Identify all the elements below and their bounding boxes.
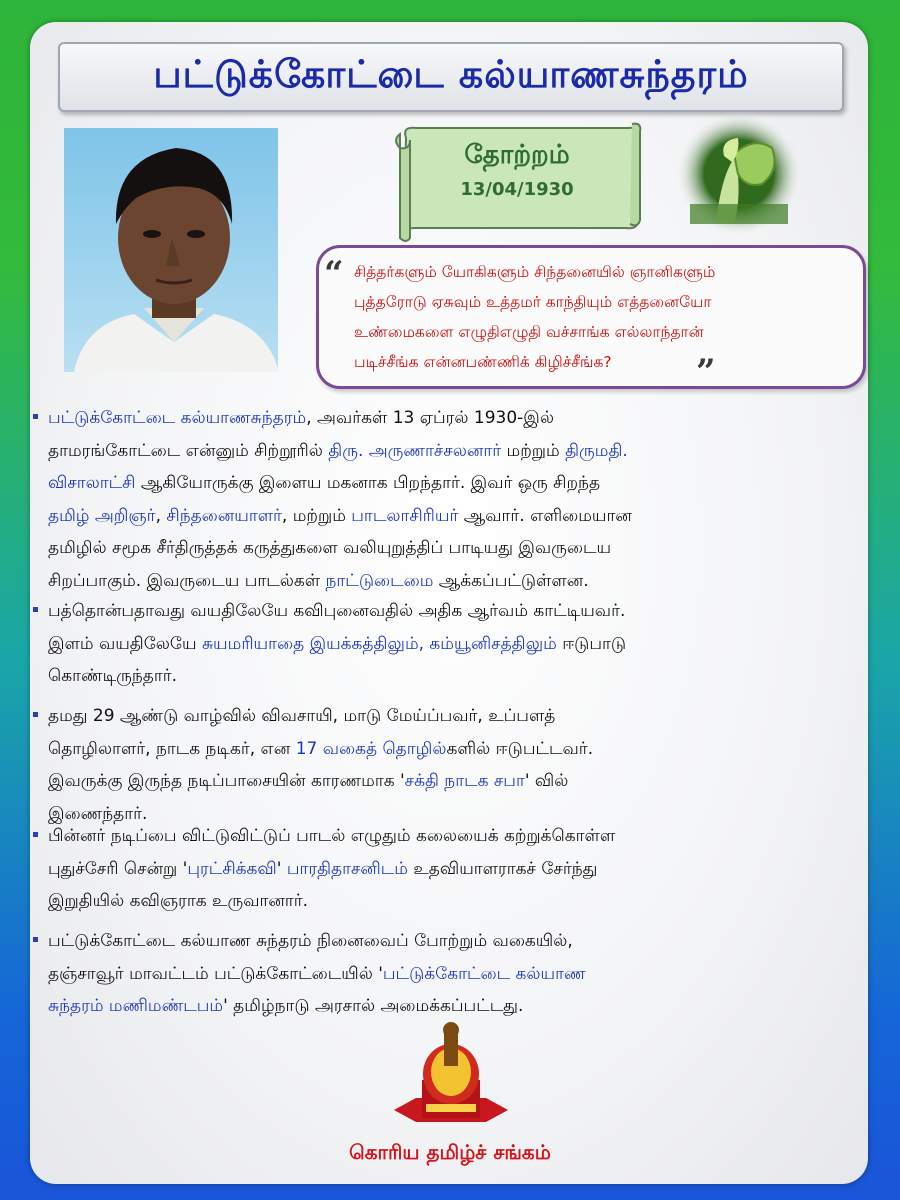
- body-text: தொழிலாளர், நாடக நடிகர், என: [48, 738, 296, 759]
- bullet-icon: [33, 832, 38, 837]
- bullet-icon: [33, 712, 38, 717]
- highlighted-text: பட்டுக்கோட்டை கல்யாணசுந்தரம்: [48, 408, 307, 428]
- body-text: களில் ஈடுபட்டவர்.: [446, 738, 594, 759]
- highlighted-text: சக்தி நாடக சபா: [404, 771, 525, 791]
- paragraph-line: [48, 570, 589, 592]
- paragraph-line: [48, 890, 308, 912]
- highlighted-text: புரட்சிக்கவி: [187, 858, 277, 879]
- paragraph-line: [48, 803, 147, 825]
- highlighted-text: பட்டுக்கோட்டை கல்யாண: [382, 963, 586, 984]
- body-text: ' தமிழ்நாடு அரசால் அமைக்கப்பட்டது.: [223, 996, 524, 1016]
- body-text: ': [276, 858, 287, 879]
- quote-line: படிச்சீங்க என்னபண்ணிக் கிழிச்சீங்க?: [354, 353, 612, 371]
- birth-info: [424, 140, 610, 200]
- highlighted-text: பாடலாசிரியர்: [351, 505, 459, 526]
- bullet-icon: [33, 414, 38, 419]
- footer-org-name: கொரிய தமிழ்ச் சங்கம்: [349, 1140, 551, 1164]
- body-text: பத்தொன்பதாவது வயதிலேயே கவிபுனைவதில் அதிக ஆர்வம் காட்டியவர்.: [48, 601, 626, 621]
- paragraph-line: [48, 738, 593, 760]
- body-text: , அவர்கள் 13 ஏப்ரல் 1930-இல்: [306, 408, 554, 428]
- highlighted-text: திரு. அருணாச்சலனார்: [328, 440, 502, 461]
- birth-date: 13/04/1930: [460, 179, 574, 200]
- paragraph-line: [48, 858, 597, 880]
- bullet-icon: [33, 937, 38, 942]
- body-text: ஆக்கப்பட்டுள்ளன.: [433, 570, 589, 591]
- paragraph-line: [48, 537, 611, 559]
- body-text: தஞ்சாவூர் மாவட்டம் பட்டுக்கோட்டையில் ': [48, 963, 383, 984]
- bullet-icon: [33, 607, 38, 612]
- body-text: தமிழில் சமூக சீர்திருத்தக் கருத்துகளை வலியுறுத்திப் பாடியது இவருடைய: [48, 538, 612, 558]
- birth-heading: தோற்றம்: [464, 140, 570, 170]
- quote-line: புத்தரோடு ஏசுவும் உத்தமர் காந்தியும் எத்தனையோ: [354, 293, 712, 311]
- highlighted-text: நாட்டுடைமை: [325, 570, 434, 591]
- paragraph-line: [48, 600, 625, 622]
- paragraph-line: [48, 770, 568, 792]
- body-text: பட்டுக்கோட்டை கல்யாண சுந்தரம் நினைவைப் போற்றும் வகையில்,: [48, 931, 573, 951]
- close-quote-icon: ”: [696, 352, 716, 392]
- highlighted-text: பாரதிதாசனிடம்: [286, 858, 408, 879]
- paragraph-line: [48, 963, 586, 985]
- body-text: உதவியாளராகச் சேர்ந்து: [407, 858, 598, 879]
- paragraph-line: [48, 505, 632, 527]
- body-text: இவருக்கு இருந்த நடிப்பாசையின் காரணமாக ': [48, 771, 405, 791]
- sprout-image: [676, 112, 802, 236]
- highlighted-text: 17 வகைத் தொழில்: [295, 738, 447, 759]
- body-text: மற்றும்: [501, 440, 566, 461]
- body-text: தாமரங்கோட்டை என்னும் சிற்றூரில்: [48, 440, 329, 461]
- page-title: பட்டுக்கோட்டை கல்யாணசுந்தரம்: [153, 52, 749, 96]
- body-text: தமது 29 ஆண்டு வாழ்வில் விவசாயி, மாடு மேய்ப்பவர், உப்பளத்: [48, 706, 556, 726]
- highlighted-text: சுயமரியாதை இயக்கத்திலும், கம்யூனிசத்திலும்: [201, 633, 557, 654]
- highlighted-text: திருமதி.: [565, 440, 628, 461]
- body-text: புதுச்சேரி சென்று ': [48, 858, 188, 879]
- body-text: கொண்டிருந்தார்.: [48, 666, 178, 686]
- body-text: ' வில்: [524, 771, 569, 791]
- portrait-photo: [64, 128, 278, 372]
- paragraph-line: [48, 633, 626, 655]
- highlighted-text: சுந்தரம் மணிமண்டபம்: [48, 996, 224, 1016]
- paragraph-line: [48, 440, 628, 462]
- open-quote-icon: “: [324, 254, 344, 294]
- body-text: இளம் வயதிலேயே: [48, 633, 202, 654]
- body-text: ஈடுபாடு: [556, 633, 627, 654]
- sangam-logo: [386, 1018, 516, 1130]
- body-text: பின்னர் நடிப்பை விட்டுவிட்டுப் பாடல் எழுதும் கலையைக் கற்றுக்கொள்ள: [48, 826, 616, 846]
- body-text: இணைந்தார்.: [48, 803, 148, 824]
- body-text: ஆவார். எளிமையான: [458, 505, 632, 526]
- highlighted-text: விசாலாட்சி: [48, 473, 136, 493]
- title-banner: [58, 42, 844, 112]
- paragraph-line: [48, 407, 554, 429]
- highlighted-text: சிந்தனையாளர்: [166, 505, 282, 526]
- paragraph-line: [48, 930, 573, 952]
- body-text: ,: [155, 505, 167, 526]
- paragraph-line: [48, 995, 523, 1017]
- body-text: சிறப்பாகும். இவருடைய பாடல்கள்: [48, 570, 326, 591]
- paragraph-line: [48, 665, 177, 687]
- paragraph-line: [48, 825, 615, 847]
- quote-line: உண்மைகளை எழுதிஎழுதி வச்சாங்க எல்லாந்தான்: [354, 323, 704, 341]
- body-text: ஆகியோருக்கு இளைய மகனாக பிறந்தார். இவர் ஒரு சிறந்த: [135, 473, 601, 493]
- quote-line: சித்தர்களும் யோகிகளும் சிந்தனையில் ஞானிகளும்: [354, 263, 716, 281]
- body-text: இறுதியில் கவிஞராக உருவானார்.: [48, 891, 309, 911]
- body-text: , மற்றும்: [281, 505, 352, 526]
- highlighted-text: தமிழ் அறிஞர்: [48, 505, 156, 526]
- paragraph-line: [48, 472, 600, 494]
- paragraph-line: [48, 705, 555, 727]
